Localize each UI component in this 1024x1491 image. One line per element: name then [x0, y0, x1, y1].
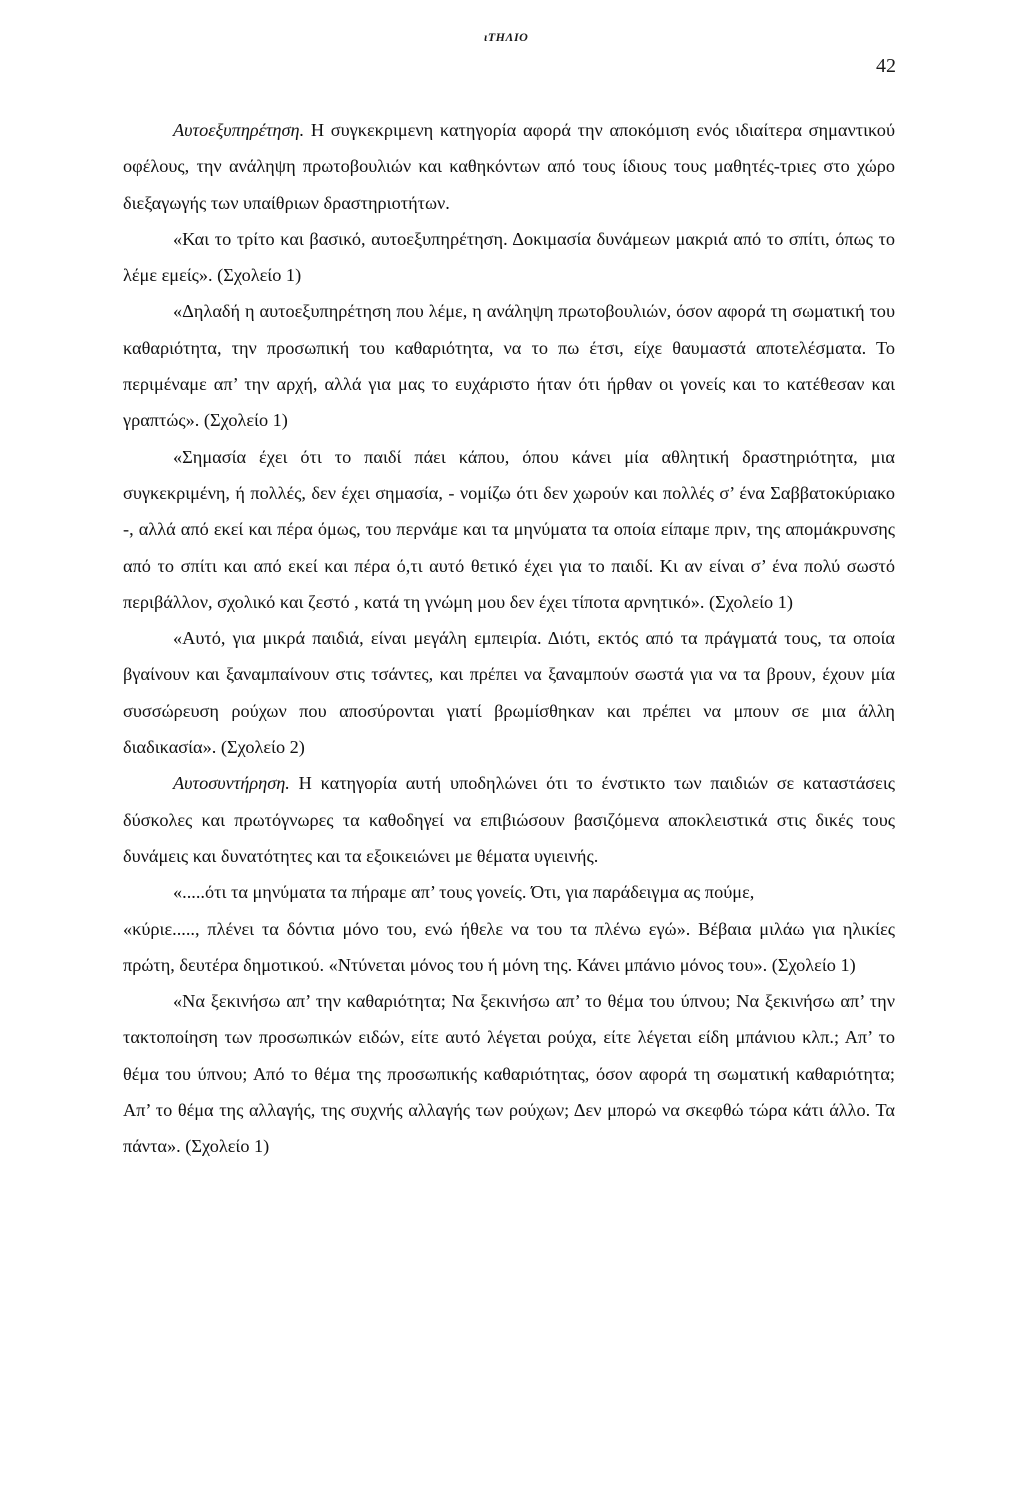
body-text: [123, 112, 895, 1165]
paragraph-self-preservation: [123, 765, 895, 874]
library-stamp: ιΤΗΛΙΟ: [484, 30, 529, 44]
quote-5-continued: «κύριε....., πλένει τα δόντια μόνο του, ενώ ήθελε να του τα πλένω εγώ». Βέβαια μιλάω για ηλικίες πρώτη, δευτέρα δημοτικού. «Ντύνεται μόνος του ή μόνη της. Κάνει μπάνιο μόνος του». (Σχολείο 1): [123, 918, 895, 975]
quote-4: «Αυτό, για μικρά παιδιά, είναι μεγάλη εμπειρία. Διότι, εκτός από τα πράγματά τους, τα οποία βγαίνουν και ξαναμπαίνουν στις τσάντες, και πρέπει να ξαναμπούν σωστά για να τα βρουν, έχουν μία συσσώρευση ρούχων που αποσύρονται γιατί βρωμίσθηκαν και πρέπει να μπουν σε μια άλλη διαδικασία». (Σχολείο 2): [123, 628, 895, 758]
section-heading-self-service: Αυτοεξυπηρέτηση.: [173, 120, 305, 140]
paragraph-text: Η συγκεκριμενη κατηγορία αφορά την αποκόμιση ενός ιδιαίτερα σημαντικού οφέλους, την ανάληψη πρωτοβουλιών και καθηκόντων από τους ίδιους τους μαθητές-τριες στο χώρο διεξαγωγής των υπαίθριων δραστηριοτήτων.: [123, 120, 895, 213]
paragraph-text: Η κατηγορία αυτή υποδηλώνει ότι το ένστικτο των παιδιών σε καταστάσεις δύσκολες και πρωτόγνωρες τα καθοδηγεί να επιβιώσουν βασιζόμενα αποκλειστικά στις δικές τους δυνάμεις και δυνατότητες και τα εξοικειώνει με θέματα υγιεινής.: [123, 773, 895, 866]
quote-1: «Και το τρίτο και βασικό, αυτοεξυπηρέτηση. Δοκιμασία δυνάμεων μακριά από το σπίτι, όπως το λέμε εμείς». (Σχολείο 1): [123, 228, 895, 286]
section-heading-self-preservation: Αυτοσυντήρηση.: [173, 773, 290, 794]
quote-6: «Να ξεκινήσω απ’ την καθαριότητα; Να ξεκινήσω απ’ το θέμα του ύπνου; Να ξεκινήσω απ’ την τακτοποίηση των προσωπικών ειδών, είτε αυτό λέγεται ρούχα, είτε λέγεται είδη μπάνιου κλπ.; Απ’ το θέμα του ύπνου; Από το θέμα της προσωπικής καθαριότητας, όσον αφορά τη σωματική καθαριότητα; Απ’ το θέμα της αλλαγής, της συχνής αλλαγής των ρούχων; Δεν μπορώ να σκεφθώ τώρα κάτι άλλο. Τα πάντα». (Σχολείο 1): [123, 991, 895, 1157]
quote-5: «.....ότι τα μηνύματα τα πήραμε απ’ τους γονείς. Ότι, για παράδειγμα ας πούμε,: [173, 882, 755, 903]
quote-2: «Δηλαδή η αυτοεξυπηρέτηση που λέμε, η ανάληψη πρωτοβουλιών, όσον αφορά τη σωματική του καθαριότητα, την προσωπική του καθαριότητα, να το πω έτσι, είχε θαυμαστά αποτελέσματα. Το περιμέναμε απ’ την αρχή, αλλά για μας το ευχάριστο ήταν ότι ήρθαν οι γονείς και το κατέθεσαν και γραπτώς». (Σχολείο 1): [123, 301, 895, 431]
paragraph-self-service: [123, 112, 895, 221]
quote-3: «Σημασία έχει ότι το παιδί πάει κάπου, όπου κάνει μία αθλητική δραστηριότητα, μια συγκεκριμένη, ή πολλές, δεν έχει σημασία, - νομίζω ότι δεν χωρούν και πολλές σ’ ένα Σαββατοκύριακο -, αλλά από εκεί και πέρα όμως, του περνάμε και τα μηνύματα τα οποία είπαμε πριν, της απομάκρυνσης από το σπίτι και από εκεί και πέρα ό,τι αυτό θετικό έχει για το παιδί. Κι αν είναι σ’ ένα πολύ σωστό περιβάλλον, σχολικό και ζεστό , κατά τη γνώμη μου δεν έχει τίποτα αρνητικό». (Σχολείο 1): [123, 446, 895, 612]
page-number: 42: [876, 55, 896, 77]
